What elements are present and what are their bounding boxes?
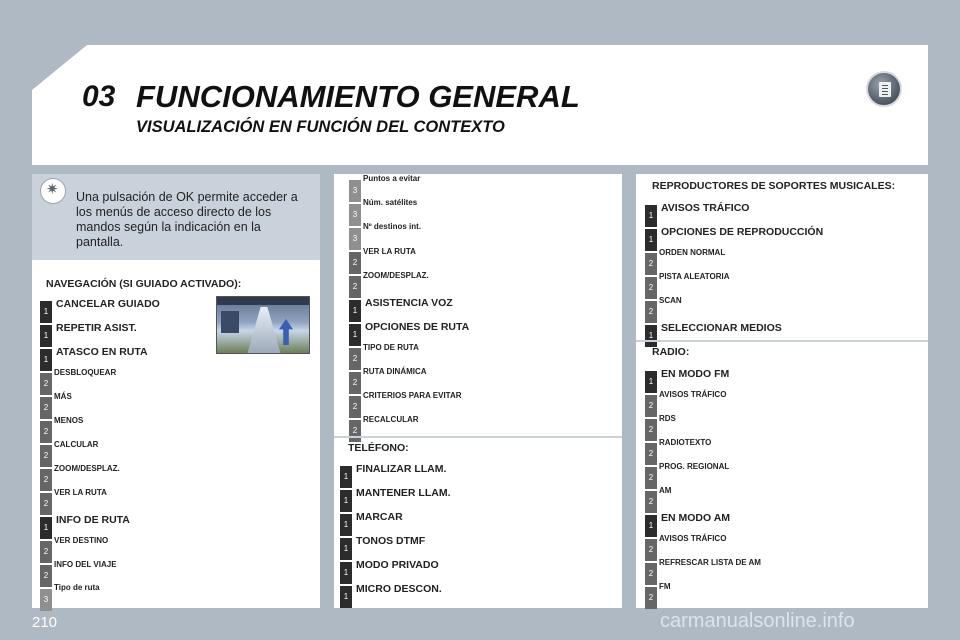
phone-menu-item-label: TONOS DTMF [356,535,426,547]
menu-level-badge: 2 [645,563,657,585]
music-menu-item-label: ORDEN NORMAL [659,248,726,257]
radio-menu-item-label: EN MODO FM [661,368,730,380]
navigation-menu-item-label: INFO DEL VIAJE [54,560,117,569]
menu-level-badge: 2 [40,493,52,515]
radio-menu-item-label: RADIOTEXTO [659,438,712,447]
radio-menu-item-label: FM [659,582,671,591]
phone-menu-item-label: MARCAR [356,511,403,523]
menu-level-badge: 1 [40,349,52,371]
phone-menu-item-label: MODO PRIVADO [356,559,439,571]
menu-level-badge: 2 [349,396,361,418]
navigation-menu-item-label: INFO DE RUTA [56,514,130,526]
menu-level-badge: 1 [645,325,657,347]
radio-divider [636,340,928,342]
navigation-menu-item-label: Nº destinos int. [363,222,422,231]
radio-menu-item-label: PROG. REGIONAL [659,462,730,471]
navigation-menu-item-label: Tipo de ruta [54,583,100,592]
menu-level-badge: 1 [340,538,352,560]
menu-level-badge: 1 [40,301,52,323]
navigation-menu-item-label: CALCULAR [54,440,99,449]
menu-level-badge: 2 [645,539,657,561]
menu-level-badge: 2 [40,541,52,563]
navigation-menu-item-label: RECALCULAR [363,415,419,424]
menu-level-badge: 2 [349,420,361,442]
radio-menu-item-label: AVISOS TRÁFICO [659,390,727,399]
navigation-menu-item-label: VER DESTINO [54,536,109,545]
menu-level-badge: 1 [645,515,657,537]
menu-level-badge: 2 [645,467,657,489]
menu-level-badge: 2 [40,565,52,587]
navigation-menu-item-label: MÁS [54,392,72,401]
menu-level-badge: 1 [40,517,52,539]
music-menu-item-label: SCAN [659,296,682,305]
navigation-screen-thumbnail [216,296,310,354]
navigation-menu-item-label: REPETIR ASIST. [56,322,137,334]
menu-level-badge: 1 [340,466,352,488]
menu-level-badge: 3 [349,204,361,226]
navigation-menu-item-label: VER LA RUTA [54,488,107,497]
menu-level-badge: 2 [40,421,52,443]
menu-level-badge: 2 [645,419,657,441]
menu-level-badge: 2 [645,587,657,609]
radio-menu-item-label: EN MODO AM [661,512,731,524]
menu-level-badge: 2 [349,372,361,394]
radio-menu-item-label: REFRESCAR LISTA DE AM [659,558,761,567]
page-number: 210 [32,614,58,631]
navigation-menu-item-label: CANCELAR GUIADO [56,298,160,310]
menu-level-badge: 1 [340,562,352,584]
menu-level-badge: 1 [349,324,361,346]
menu-level-badge: 2 [645,443,657,465]
phone-heading: TELÉFONO: [348,442,409,454]
music-menu-item-label: SELECCIONAR MEDIOS [661,322,782,334]
phone-menu-item-label: MANTENER LLAM. [356,487,451,499]
menu-level-badge: 2 [645,253,657,275]
navigation-menu-item-label: Puntos a evitar [363,174,421,183]
phone-menu-item-label: MICRO DESCON. [356,583,442,595]
navigation-menu-item-label: ATASCO EN RUTA [56,346,148,358]
phone-divider [334,436,622,438]
menu-level-badge: 2 [40,445,52,467]
menu-level-badge: 3 [40,589,52,611]
menu-level-badge: 2 [349,252,361,274]
menu-level-badge: 2 [40,469,52,491]
radio-menu-item-label: AVISOS TRÁFICO [659,534,727,543]
watermark: carmanualsonline.info [660,610,855,632]
menu-level-badge: 2 [40,397,52,419]
menu-level-badge: 2 [645,491,657,513]
menu-level-badge: 1 [645,229,657,251]
book-icon [866,71,902,107]
menu-level-badge: 2 [645,277,657,299]
page-subtitle: VISUALIZACIÓN EN FUNCIÓN DEL CONTEXTO [136,118,505,136]
menu-level-badge: 1 [645,205,657,227]
navigation-menu-item-label: CRITERIOS PARA EVITAR [363,391,462,400]
radio-heading: RADIO: [652,346,690,358]
menu-level-badge: 2 [645,301,657,323]
navigation-menu-item-label: ASISTENCIA VOZ [365,297,453,309]
navigation-menu-item-label: TIPO DE RUTA [363,343,419,352]
navigation-menu-item-label: ZOOM/DESPLAZ. [363,271,429,280]
note-text: Una pulsación de OK permite acceder a los menús de acceso directo de los mandos según la indicación en la pantalla. [76,190,298,249]
navigation-menu-item-label: Núm. satélites [363,198,418,207]
menu-level-badge: 2 [40,373,52,395]
navigation-menu-item-label: DESBLOQUEAR [54,368,117,377]
menu-level-badge: 1 [40,325,52,347]
phone-menu-item-label: FINALIZAR LLAM. [356,463,447,475]
navigation-menu-item-label: RUTA DINÁMICA [363,367,427,376]
navigation-heading: NAVEGACIÓN (SI GUIADO ACTIVADO): [46,278,242,290]
info-sun-icon [40,178,66,204]
navigation-menu-item-label: OPCIONES DE RUTA [365,321,470,333]
menu-level-badge: 2 [645,395,657,417]
radio-menu-item-label: AM [659,486,672,495]
menu-level-badge: 3 [349,180,361,202]
page-title: FUNCIONAMIENTO GENERAL [136,79,580,114]
menu-level-badge: 1 [349,300,361,322]
navigation-menu-item-label: ZOOM/DESPLAZ. [54,464,120,473]
navigation-menu-item-label: MENOS [54,416,84,425]
menu-level-badge: 3 [349,228,361,250]
radio-menu-item-label: RDS [659,414,676,423]
menu-level-badge: 1 [340,490,352,512]
menu-level-badge: 1 [340,586,352,608]
music-menu-item-label: AVISOS TRÁFICO [661,202,750,214]
navigation-menu-item-label: VER LA RUTA [363,247,416,256]
music-players-heading: REPRODUCTORES DE SOPORTES MUSICALES: [652,180,896,192]
chapter-number: 03 [82,80,116,113]
menu-level-badge: 2 [349,276,361,298]
menu-level-badge: 2 [349,348,361,370]
menu-level-badge: 1 [645,371,657,393]
menu-level-badge: 1 [340,514,352,536]
music-menu-item-label: OPCIONES DE REPRODUCCIÓN [661,226,824,238]
music-menu-item-label: PISTA ALEATORIA [659,272,730,281]
